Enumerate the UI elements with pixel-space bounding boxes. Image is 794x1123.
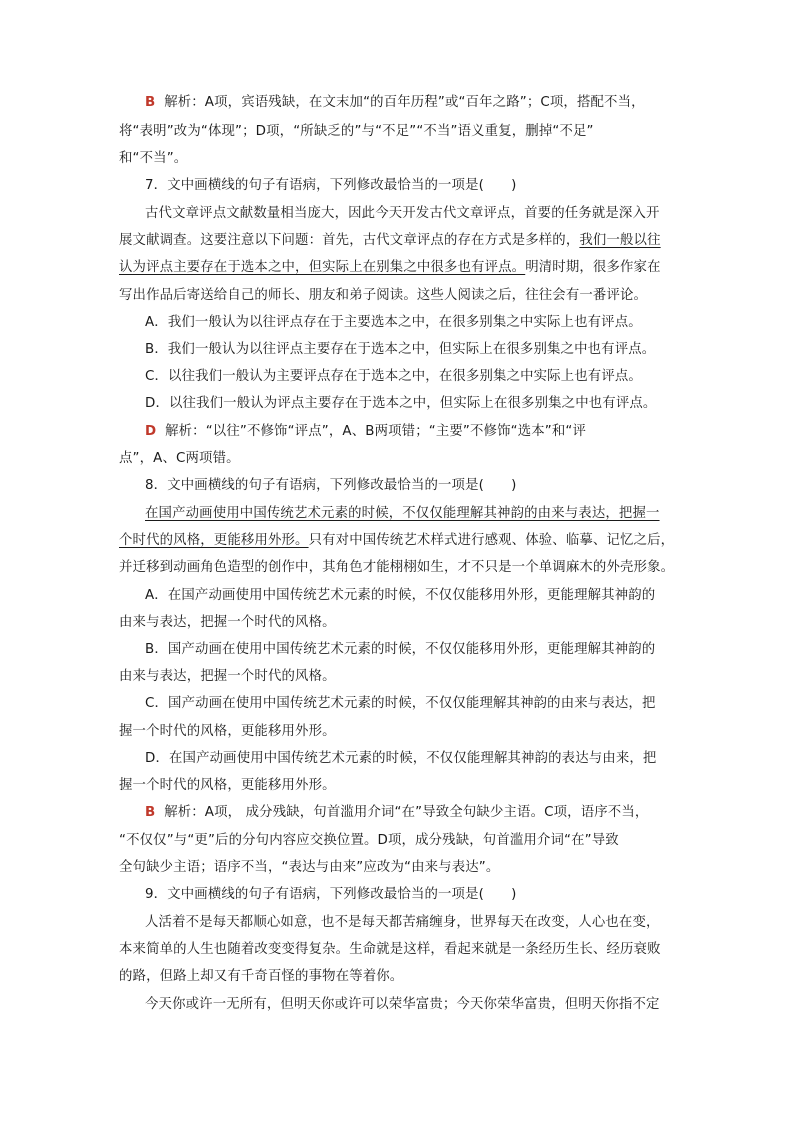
q9-passage-line-1: 人活着不是每天都顺心如意，也不是每天都苦痛缠身，世界每天在改变，人心也在变， xyxy=(145,915,660,930)
q9-passage-line-3: 的路，但路上却又有千奇百怪的事物在等着你。 xyxy=(119,969,404,984)
q8-answer-letter: B xyxy=(145,805,156,820)
q7-passage-line-1: 古代文章评点文献数量相当庞大，因此今天开发古代文章评点，首要的任务就是深入开 xyxy=(145,206,660,221)
q8-option-a-line-1: A．在国产动画使用中国传统艺术元素的时候，不仅仅能移用外形，更能理解其神韵的 xyxy=(145,588,656,603)
q7-passage-line-4: 写出作品后寄送给自己的师长、朋友和弟子阅读。这些人阅读之后，往往会有一番评论。 xyxy=(119,288,648,303)
q8-stem: 8．文中画横线的句子有语病，下列修改最恰当的一项是( ) xyxy=(145,478,517,493)
q7-explanation-line-1: D 解析：“以往”不修饰“评点”，A、B两项错；“主要”不修饰“选本”和“评 xyxy=(145,424,587,439)
q6-explanation-line-1: B 解析：A项，宾语残缺，在文末加“的百年历程”或“百年之路”；C项，搭配不当， xyxy=(145,95,645,110)
q8-option-a-line-2: 由来与表达，把握一个时代的风格。 xyxy=(119,615,336,630)
q9-stem: 9．文中画横线的句子有语病，下列修改最恰当的一项是( ) xyxy=(145,887,517,902)
q7-option-c: C．以往我们一般认为主要评点存在于选本之中，在很多别集之中实际上也有评点。 xyxy=(145,369,642,384)
q8-passage-line-1 xyxy=(145,503,660,525)
q8-passage-line-3: 并迁移到动画角色造型的创作中，其角色才能栩栩如生，才不只是一个单调麻木的外壳形象。 xyxy=(119,560,675,575)
q8-option-b-line-2: 由来与表达，把握一个时代的风格。 xyxy=(119,669,336,684)
q6-answer-letter: B xyxy=(145,95,156,110)
q8-option-d-line-2: 握一个时代的风格，更能移用外形。 xyxy=(119,778,336,793)
q8-option-c-line-1: C．国产动画在使用中国传统艺术元素的时候，不仅仅能理解其神韵的由来与表达，把 xyxy=(145,696,656,711)
q8-option-b-line-1: B．国产动画在使用中国传统艺术元素的时候，不仅仅能移用外形，更能理解其神韵的 xyxy=(145,642,656,657)
q6-explanation-line-2: 将“表明”改为“体现”；D项，“所缺乏的”与“不足”“不当”语义重复，删掉“不足” xyxy=(119,124,594,139)
q7-underlined-sentence: 我们一般以往 xyxy=(579,233,661,248)
q8-explanation-line-1: B 解析：A项， 成分残缺，句首滥用介词“在”导致全句缺少主语。C项，语序不当， xyxy=(145,805,649,820)
q7-answer-letter: D xyxy=(145,424,157,439)
q7-stem: 7．文中画横线的句子有语病，下列修改最恰当的一项是( ) xyxy=(145,178,517,193)
q8-underlined-sentence: 在国产动画使用中国传统艺术元素的时候，不仅仅能理解其神韵的由来与表达，把握一 xyxy=(145,506,660,521)
q9-passage-line-2: 本来简单的人生也随着改变变得复杂。生命就是这样，看起来就是一条经历生长、经历衰败 xyxy=(119,942,661,957)
q7-explanation-line-2: 点”，A、C两项错。 xyxy=(119,451,240,466)
q8-underlined-sentence-cont: 个时代的风格，更能移用外形。 xyxy=(119,533,309,548)
q8-explanation-line-2: “不仅仅”与“更”后的分句内容应交换位置。D项，成分残缺，句首滥用介词“在”导致 xyxy=(119,833,619,848)
q7-option-a: A．我们一般认为以往评点存在于主要选本之中，在很多别集之中实际上也有评点。 xyxy=(145,315,642,330)
q7-passage-line-3: 认为评点主要存在于选本之中，但实际上在别集之中很多也有评点。明清时期，很多作家在 xyxy=(119,260,661,275)
q9-passage-line-4: 今天你或许一无所有，但明天你或许可以荣华富贵；今天你荣华富贵，但明天你指不定 xyxy=(145,997,660,1012)
q8-option-c-line-2: 握一个时代的风格，更能移用外形。 xyxy=(119,724,336,739)
q7-option-b: B．我们一般认为以往评点主要存在于选本之中，但实际上在很多别集之中也有评点。 xyxy=(145,342,656,357)
q8-passage-line-2: 个时代的风格，更能移用外形。只有对中国传统艺术样式进行感观、体验、临摹、记忆之后， xyxy=(119,533,675,548)
q7-option-d: D．以往我们一般认为评点主要存在于选本之中，但实际上在很多别集之中也有评点。 xyxy=(145,396,657,411)
q8-option-d-line-1: D．在国产动画使用中国传统艺术元素的时候，不仅仅能理解其神韵的表达与由来，把 xyxy=(145,751,657,766)
q7-underlined-sentence-cont: 认为评点主要存在于选本之中，但实际上在别集之中很多也有评点。 xyxy=(119,260,526,275)
q6-explanation-line-3: 和“不当”。 xyxy=(119,151,188,166)
q8-explanation-line-3: 全句缺少主语；语序不当，“表达与由来”应改为“由来与表达”。 xyxy=(119,860,500,875)
q7-passage-line-2: 展文献调查。这要注意以下问题：首先，古代文章评点的存在方式是多样的，我们一般以往 xyxy=(119,233,661,248)
